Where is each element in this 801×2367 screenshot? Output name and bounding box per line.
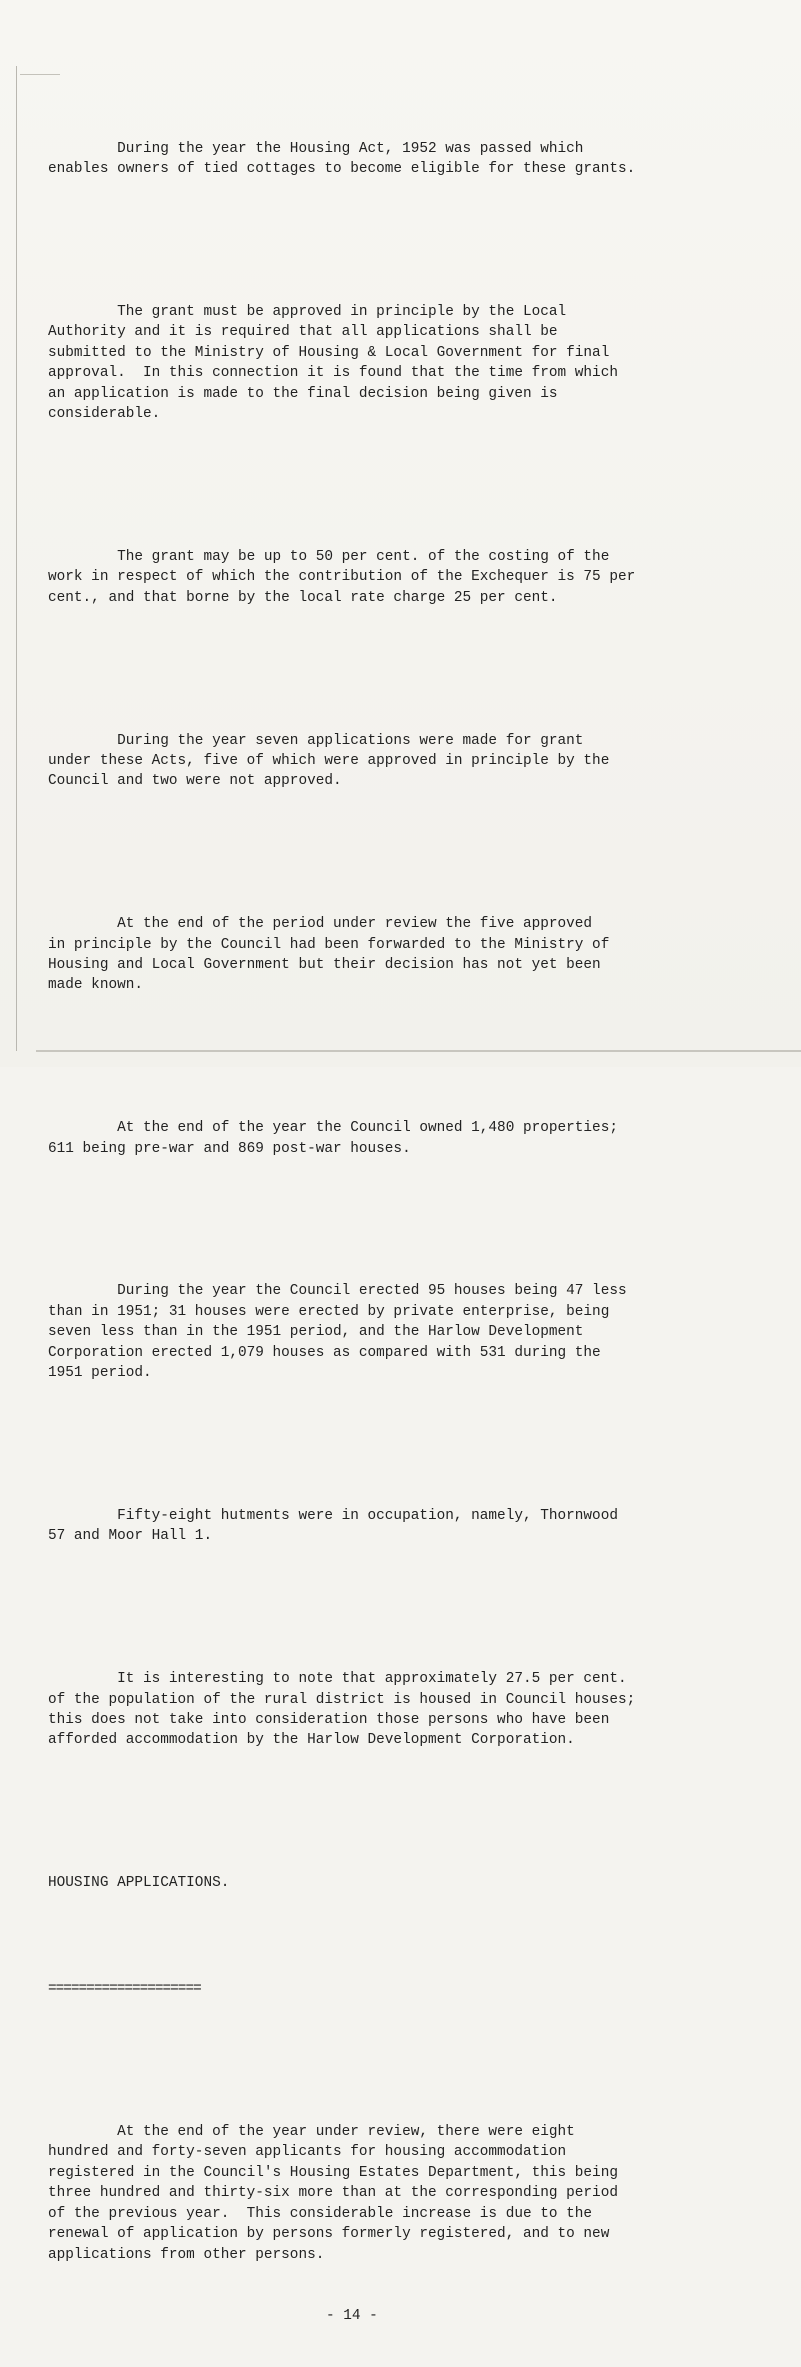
paragraph-hutments: Fifty-eight hutments were in occupation, namely, Thornwood 57 and Moor Hall 1. bbox=[48, 1507, 618, 1545]
heading-underline: ==================== bbox=[48, 1981, 201, 1998]
page-number: - 14 - bbox=[326, 2307, 378, 2324]
paragraph-grant-cost: The grant may be up to 50 per cent. of the costing of the work in respect of which the contribution of the Exchequer is 75 per cent., and that borne by the local rate charge 25 per cent. bbox=[48, 548, 636, 606]
document-body bbox=[48, 98, 778, 2367]
paragraph-gap bbox=[48, 1792, 778, 1812]
paragraph-gap bbox=[48, 649, 778, 669]
paragraph-forwarded-to-ministry: At the end of the period under review the five approved in principle by the Council had been forwarded to the Ministry of Housing and Local Government but their decision has not yet been made known. bbox=[48, 916, 610, 994]
paragraph-gap bbox=[48, 1588, 778, 1608]
paragraph-housing-act: During the year the Housing Act, 1952 was passed which enables owners of tied cottages to become eligible for these grants. bbox=[48, 140, 636, 178]
paragraph-gap bbox=[48, 465, 778, 485]
heading-gap bbox=[48, 1934, 778, 1938]
paragraph-gap bbox=[48, 1037, 778, 1057]
section-heading: HOUSING APPLICATIONS. bbox=[48, 1875, 230, 1892]
paragraph-gap bbox=[48, 833, 778, 853]
paragraph-gap bbox=[48, 220, 778, 240]
page-edge-top bbox=[20, 74, 60, 75]
paragraph-council-properties: At the end of the year the Council owned 1,480 properties; 611 being pre-war and 869 post-war houses. bbox=[48, 1120, 618, 1157]
page-edge-left bbox=[16, 66, 17, 1051]
paragraph-gap bbox=[48, 1200, 778, 1220]
paragraph-gap bbox=[48, 2040, 778, 2060]
paragraph-applications-made: During the year seven applications were made for grant under these Acts, five of which were approved in principle by the Council and two were not approved. bbox=[48, 732, 610, 790]
paragraph-housing-applications: At the end of the year under review, there were eight hundred and forty-seven applicants for housing accommodation registered in the Council's Housing Estates Department, this being three hundred and thirty-six more than at the corresponding period of the previous year. This considerable increase is due to the renewal of application by persons formerly registered, and to new applications from other persons. bbox=[48, 2124, 618, 2263]
paragraph-population-housed: It is interesting to note that approximately 27.5 per cent. of the population of the rural district is housed in Council houses; this does not take into consideration those persons who have been afforded accommodation by the Harlow Development Corporation. bbox=[48, 1671, 636, 1749]
paragraph-houses-erected: During the year the Council erected 95 houses being 47 less than in 1951; 31 houses were erected by private enterprise, being seven less than in the 1951 period, and the Harlow Development Corporation erected 1,079 houses as compared with 531 during the 1951 period. bbox=[48, 1283, 627, 1382]
paragraph-grant-approval: The grant must be approved in principle by the Local Authority and it is required that all applications shall be submitted to the Ministry of Housing & Local Government for final approval. In this connection it is found that the time from which an application is made to the final decision being given is considerable. bbox=[48, 304, 618, 423]
paragraph-gap bbox=[48, 1424, 778, 1444]
